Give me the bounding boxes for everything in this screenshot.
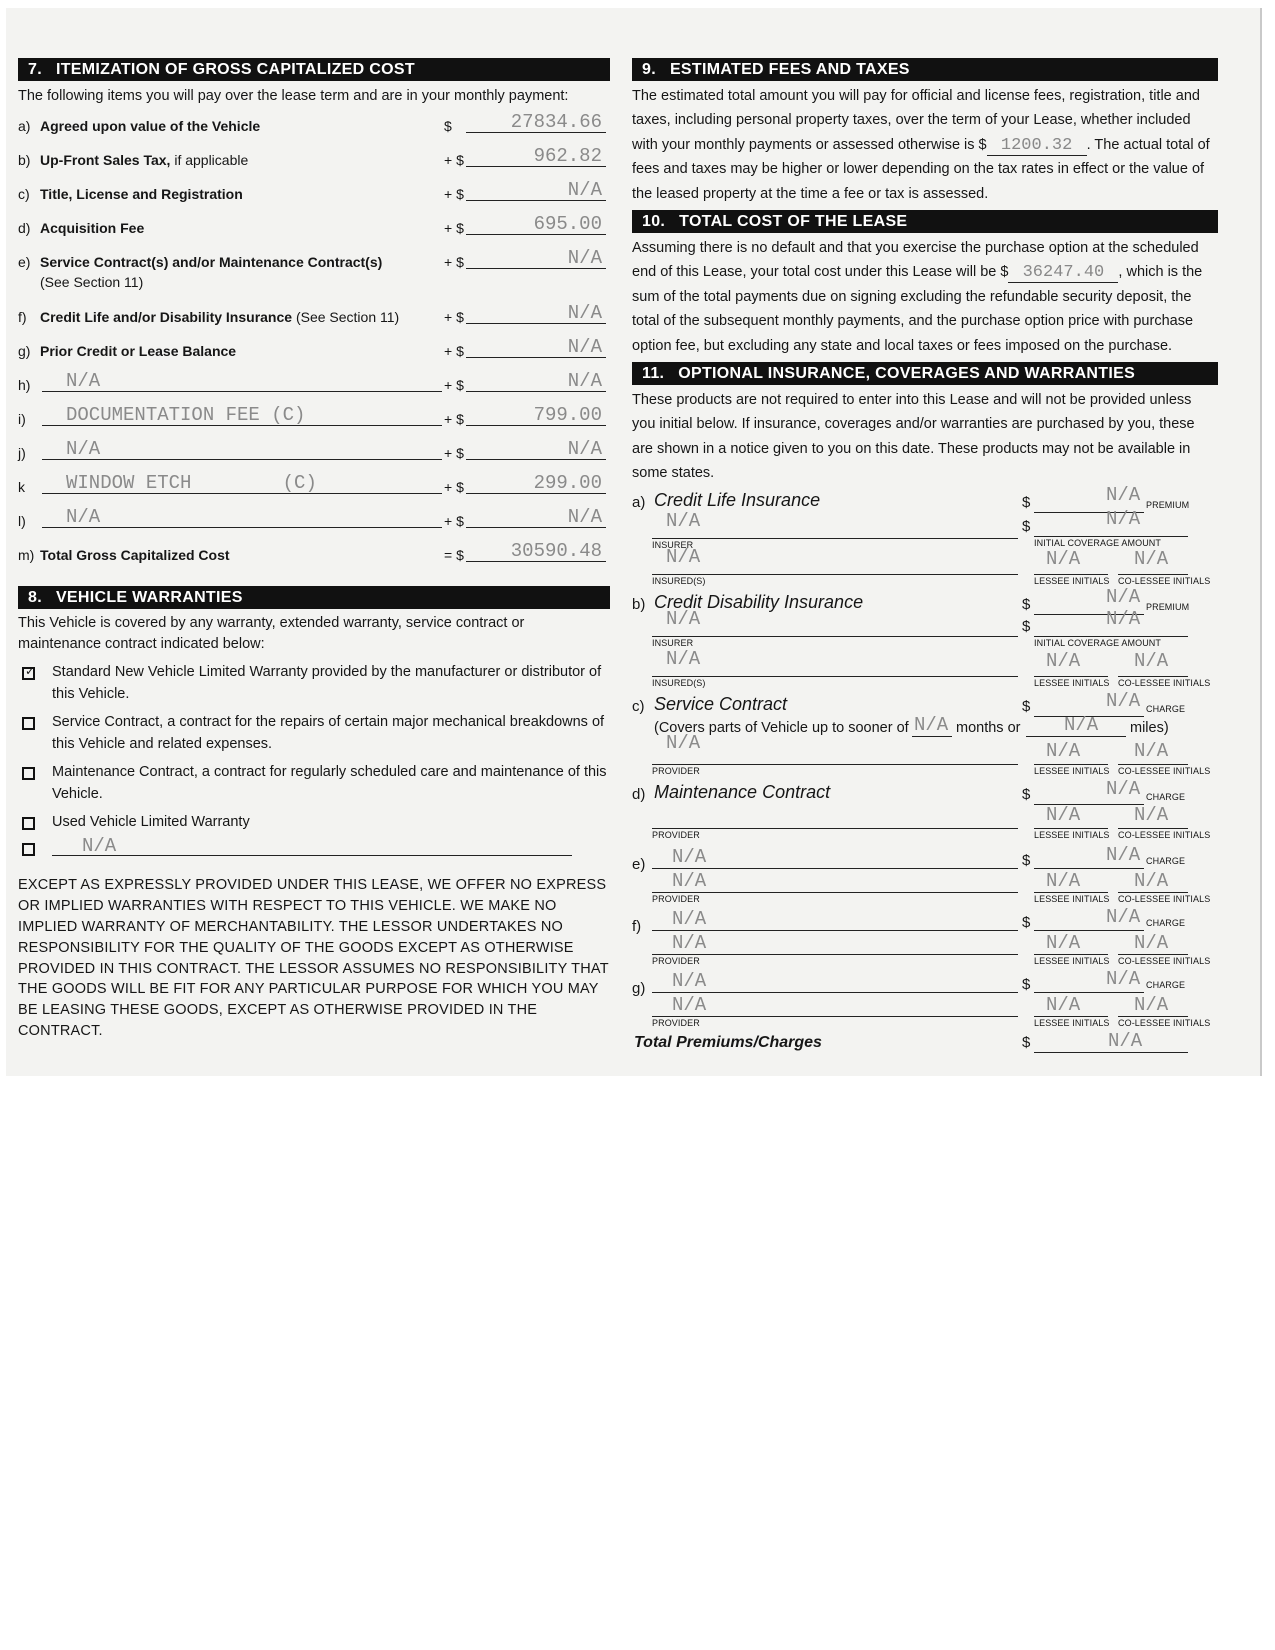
total-amount: 30590.48 (466, 541, 606, 562)
warranty-disclaimer: EXCEPT AS EXPRESSLY PROVIDED UNDER THIS LEASE, WE OFFER NO EXPRESS OR IMPLIED WARRANTIES WITH RESPECT TO THIS VEHICLE. WE MAKE NO IMPLIED WARRANTY OF MERCHANTABILITY. THE LESSOR UNDERTAKES NO RESPONSIBILITY FOR THE QUALITY OF THE GOODS EXCEPT AS OTHERWISE PROVIDED IN THIS CONTRACT. THE LESSOR ASSUMES NO RESPONSIBILITY THAT THE GOODS WILL BE FIT FOR ANY PARTICULAR PURPOSE FOR WHICH YOU MAY BE LEASING THESE GOODS, EXCEPT AS OTHERWISE PROVIDED IN THE CONTRACT. (18, 877, 609, 1039)
colessee-initials-label: CO-LESSEE INITIALS (1118, 677, 1211, 688)
section-9-text-before: The estimated total amount you will pay for official and license fees, registration, title and taxes, including personal property taxes, over the term of your Lease, whether included with your monthly payments or assessed otherwise is $ (632, 88, 1200, 153)
row-letter: l) (18, 513, 26, 530)
itemization-row (18, 145, 610, 178)
section-title: TOTAL COST OF THE LEASE (679, 213, 908, 231)
row-label (40, 254, 382, 270)
warranty-option-text: Service Contract, a contract for the repairs of certain major mechanical breakdowns of this Vehicle and related expenses. (52, 714, 605, 753)
row-amount: N/A (466, 507, 606, 528)
section-number: 9. (642, 61, 656, 78)
row-amount: N/A (466, 337, 606, 358)
row-operator: + $ (444, 377, 464, 394)
item-letter: a) (632, 493, 646, 511)
item-title: Maintenance Contract (654, 781, 831, 802)
section-title: OPTIONAL INSURANCE, COVERAGES AND WARRANTIES (678, 365, 1136, 383)
row-description: DOCUMENTATION FEE (C) (42, 405, 442, 426)
optional-item-f (632, 905, 1218, 968)
row-description: WINDOW ETCH (C) (42, 473, 442, 494)
provider-value: N/A (672, 993, 707, 1016)
row-amount: N/A (466, 371, 606, 392)
section-10-text (632, 236, 1218, 358)
dollar-sign: $ (1022, 493, 1031, 511)
insurer-label: INSURER (652, 539, 694, 550)
colessee-initials-label: CO-LESSEE INITIALS (1118, 955, 1211, 966)
insurer-value: N/A (666, 607, 701, 630)
row-amount: N/A (466, 180, 606, 201)
section-title: ITEMIZATION OF GROSS CAPITALIZED COST (55, 61, 415, 78)
item-letter: d) (632, 785, 646, 803)
itemization-row (18, 111, 610, 144)
colessee-initials-label: CO-LESSEE INITIALS (1118, 893, 1211, 904)
row-label-suffix: (See Section 11) (292, 309, 400, 326)
provider-label: PROVIDER (652, 1017, 700, 1028)
row-operator: $ (444, 118, 452, 135)
document-sheet (6, 8, 1262, 1076)
colessee-initials-label: CO-LESSEE INITIALS (1118, 1017, 1211, 1028)
total-cost-value: 36247.40 (1008, 264, 1118, 283)
itemization-custom-row (18, 438, 610, 471)
row-amount: 695.00 (466, 214, 606, 235)
row-operator: = $ (444, 547, 464, 564)
colessee-initials-value[interactable]: N/A (1134, 547, 1169, 570)
total-premiums-value: N/A (1108, 1029, 1143, 1052)
item-description: N/A (672, 969, 707, 992)
provider-label: PROVIDER (652, 893, 700, 904)
itemization-row (18, 247, 610, 291)
insurer-label: INSURER (652, 637, 694, 648)
row-amount: 27834.66 (466, 112, 606, 133)
row-label-bold: Credit Life and/or Disability Insurance (40, 309, 293, 326)
row-letter: a) (18, 118, 31, 135)
dollar-sign: $ (1022, 595, 1031, 613)
row-amount: 299.00 (466, 473, 606, 494)
itemization-row (18, 336, 610, 369)
row-operator: + $ (444, 445, 464, 462)
row-letter: d) (18, 220, 31, 237)
row-amount: N/A (466, 439, 606, 460)
item-title: Credit Disability Insurance (654, 591, 864, 612)
section-number: 7. (28, 61, 42, 78)
insureds-value: N/A (666, 545, 701, 568)
row-label-bold: Acquisition Fee (40, 220, 145, 237)
row-label-bold: Prior Credit or Lease Balance (40, 343, 237, 360)
covers-text: (Covers parts of Vehicle up to sooner of (654, 719, 909, 736)
row-label (40, 118, 260, 134)
row-label (40, 152, 248, 168)
row-letter: b) (18, 152, 31, 169)
item-letter: g) (632, 979, 646, 997)
dollar-sign: $ (1022, 975, 1031, 993)
row-label (40, 309, 399, 325)
row-operator: + $ (444, 513, 464, 530)
insureds-label: INSURED(S) (652, 575, 706, 586)
row-letter: e) (18, 254, 31, 271)
charge-label: CHARGE (1146, 791, 1186, 802)
row-sublabel: (See Section 11) (40, 274, 144, 291)
row-operator: + $ (444, 343, 464, 360)
row-label-bold: Agreed upon value of the Vehicle (40, 118, 261, 135)
section-9-text (632, 84, 1218, 206)
optional-item-g (632, 967, 1218, 1030)
row-letter: k (18, 479, 25, 496)
provider-value: N/A (666, 731, 701, 754)
warranty-other-checkbox[interactable] (22, 843, 35, 856)
row-label-bold: Title, License and Registration (40, 186, 243, 203)
section-number: 8. (28, 589, 42, 607)
row-letter: i) (18, 411, 26, 428)
section-10-header (632, 210, 1218, 233)
row-amount: N/A (466, 248, 606, 269)
section-11-header (632, 362, 1218, 385)
coverage-value: N/A (1106, 607, 1141, 630)
row-operator: + $ (444, 479, 464, 496)
coverage-label: INITIAL COVERAGE AMOUNT (1034, 537, 1161, 548)
provider-label: PROVIDER (652, 955, 700, 966)
lessee-initials-label: LESSEE INITIALS (1034, 1017, 1110, 1028)
warranty-option-text: Used Vehicle Limited Warranty (52, 814, 250, 831)
dollar-sign: $ (1022, 851, 1031, 869)
row-operator: + $ (444, 152, 464, 169)
colessee-initials-label: CO-LESSEE INITIALS (1118, 829, 1211, 840)
row-label-bold: Service Contract(s) and/or Maintenance Contract(s) (40, 254, 383, 271)
item-letter: c) (632, 697, 645, 715)
lessee-initials-value[interactable]: N/A (1046, 803, 1081, 826)
warranty-checkbox[interactable] (22, 664, 36, 680)
optional-products (632, 483, 1218, 1052)
row-label-suffix: if applicable (170, 152, 249, 169)
itemization-custom-row (18, 370, 610, 403)
total-premiums-label: Total Premiums/Charges (634, 1033, 822, 1051)
warranty-other-value: N/A (82, 835, 117, 858)
item-letter: b) (632, 595, 646, 613)
colessee-initials-value[interactable]: N/A (1134, 803, 1169, 826)
estimated-fees-value: 1200.32 (987, 137, 1087, 156)
premium-label: PREMIUM (1146, 499, 1190, 510)
item-title: Service Contract (654, 693, 788, 714)
provider-label: PROVIDER (652, 765, 700, 776)
section-8-intro: This Vehicle is covered by any warranty, extended warranty, service contract or maintenance contract indicated below: (18, 615, 525, 653)
row-description: N/A (42, 371, 442, 392)
colessee-initials-value[interactable]: N/A (1134, 931, 1169, 954)
item-description: N/A (672, 907, 707, 930)
months-text: months or (956, 719, 1021, 736)
maintenance-contract (632, 777, 1218, 844)
miles-text: miles) (1130, 719, 1169, 736)
warranty-option (18, 811, 610, 833)
colessee-initials-value[interactable]: N/A (1134, 869, 1169, 892)
provider-value: N/A (672, 931, 707, 954)
colessee-initials-value[interactable]: N/A (1134, 739, 1169, 762)
row-letter: h) (18, 377, 31, 394)
row-description: N/A (42, 439, 442, 460)
charge-label: CHARGE (1146, 703, 1186, 714)
dollar-sign: $ (1022, 517, 1031, 535)
item-description: N/A (672, 845, 707, 868)
row-operator: + $ (444, 186, 464, 203)
lessee-initials-value[interactable]: N/A (1046, 649, 1081, 672)
service-contract (632, 689, 1218, 778)
charge-value: N/A (1106, 905, 1141, 928)
row-amount: N/A (466, 303, 606, 324)
check-mark-icon: ✓ (25, 664, 36, 679)
section-title: ESTIMATED FEES AND TAXES (669, 61, 910, 78)
charge-label: CHARGE (1146, 855, 1186, 866)
warranty-option (18, 761, 610, 805)
section-10-text-after: , which is the sum of the total payments due on signing excluding the refundable security deposit, the total of the subsequent monthly payments, and the purchase option price with purchase option fee, but excluding any state and local taxes or fees imposed on the purchase. (632, 264, 1203, 354)
charge-label: CHARGE (1146, 917, 1186, 928)
provider-label: PROVIDER (652, 829, 700, 840)
section-9-text-after: . The actual total of fees and taxes may be higher or lower depending on the tax rates in effect or the value of the leased property at the time a fee or tax is assessed. (632, 136, 1210, 202)
row-operator: + $ (444, 411, 464, 428)
itemization-rows (18, 111, 610, 574)
lessee-initials-label: LESSEE INITIALS (1034, 765, 1110, 776)
itemization-custom-row (18, 506, 610, 539)
row-operator: + $ (444, 254, 464, 271)
itemization-row (18, 213, 610, 246)
lessee-initials-value[interactable]: N/A (1046, 869, 1081, 892)
charge-label: CHARGE (1146, 979, 1186, 990)
warranty-option-text: Standard New Vehicle Limited Warranty provided by the manufacturer or distributor of this Vehicle. (52, 664, 602, 703)
section-9-header (632, 58, 1218, 81)
row-letter: j) (18, 445, 26, 462)
section-7-header (18, 58, 610, 81)
lessee-initials-label: LESSEE INITIALS (1034, 893, 1110, 904)
row-amount: 962.82 (466, 146, 606, 167)
coverage-label: INITIAL COVERAGE AMOUNT (1034, 637, 1161, 648)
row-description: N/A (42, 507, 442, 528)
section-title: VEHICLE WARRANTIES (55, 589, 243, 607)
miles-value: N/A (1064, 713, 1099, 736)
total-premiums-row (632, 1029, 1218, 1056)
right-column (632, 58, 1218, 1050)
row-letter: g) (18, 343, 31, 360)
colessee-initials-label: CO-LESSEE INITIALS (1118, 575, 1211, 586)
premium-label: PREMIUM (1146, 601, 1190, 612)
provider-value: N/A (672, 869, 707, 892)
row-operator: + $ (444, 220, 464, 237)
premium-value: N/A (1106, 483, 1141, 506)
charge-value: N/A (1106, 967, 1141, 990)
credit-life-insurance (632, 483, 1218, 590)
colessee-initials-label: CO-LESSEE INITIALS (1118, 765, 1211, 776)
dollar-sign: $ (1022, 617, 1031, 635)
insureds-value: N/A (666, 647, 701, 670)
dollar-sign: $ (1022, 785, 1031, 803)
months-value: N/A (914, 713, 949, 736)
optional-item-e (632, 843, 1218, 906)
itemization-row (18, 179, 610, 212)
row-label (40, 220, 144, 236)
itemization-row (18, 302, 610, 335)
credit-disability-insurance (632, 585, 1218, 692)
insureds-label: INSURED(S) (652, 677, 706, 688)
row-letter: c) (18, 186, 30, 203)
dollar-sign: $ (1022, 697, 1031, 715)
section-8-header (18, 586, 610, 609)
section-number: 10. (642, 213, 666, 231)
colessee-initials-value[interactable]: N/A (1134, 993, 1169, 1016)
row-amount: 799.00 (466, 405, 606, 426)
row-letter: m) (18, 547, 35, 564)
warranty-checkbox[interactable] (22, 817, 35, 830)
itemization-custom-row (18, 472, 610, 505)
warranty-other-row (18, 837, 610, 867)
lessee-initials-label: LESSEE INITIALS (1034, 955, 1110, 966)
premium-value: N/A (1106, 585, 1141, 608)
item-title: Credit Life Insurance (654, 489, 821, 510)
row-label (40, 343, 236, 359)
lessee-initials-label: LESSEE INITIALS (1034, 829, 1110, 840)
dollar-sign: $ (1022, 1033, 1031, 1051)
charge-value: N/A (1106, 689, 1141, 712)
lessee-initials-label: LESSEE INITIALS (1034, 677, 1110, 688)
item-letter: e) (632, 855, 646, 873)
lessee-initials-value[interactable]: N/A (1046, 739, 1081, 762)
row-label (40, 186, 243, 202)
lessee-initials-value[interactable]: N/A (1046, 993, 1081, 1016)
section-number: 11. (642, 365, 665, 383)
section-11-intro: These products are not required to enter into this Lease and will not be provided unless you initial below. If insurance, coverages and/or warranties are purchased by you, these are shown in a notice given to you on this date. These products may not be available in some states. (632, 392, 1195, 482)
charge-value: N/A (1106, 777, 1141, 800)
lessee-initials-label: LESSEE INITIALS (1034, 575, 1110, 586)
coverage-value: N/A (1106, 507, 1141, 530)
warranty-options (18, 661, 610, 833)
itemization-total-row (18, 540, 610, 573)
left-column (18, 58, 610, 1042)
section-7-intro: The following items you will pay over the lease term and are in your monthly payment: (18, 88, 569, 104)
row-operator: + $ (444, 309, 464, 326)
warranty-option (18, 661, 610, 705)
dollar-sign: $ (1022, 913, 1031, 931)
warranty-checkbox[interactable] (22, 717, 35, 730)
colessee-initials-value[interactable]: N/A (1134, 649, 1169, 672)
total-label: Total Gross Capitalized Cost (40, 547, 230, 564)
row-label-bold: Up-Front Sales Tax, (40, 152, 171, 169)
charge-value: N/A (1106, 843, 1141, 866)
warranty-option (18, 711, 610, 755)
lessee-initials-value[interactable]: N/A (1046, 931, 1081, 954)
warranty-checkbox[interactable] (22, 767, 35, 780)
lessee-initials-value[interactable]: N/A (1046, 547, 1081, 570)
row-letter: f) (18, 309, 27, 326)
section-10-text-before: Assuming there is no default and that you exercise the purchase option at the scheduled end of this Lease, your total cost under this Lease will be $ (632, 240, 1199, 281)
insurer-value: N/A (666, 509, 701, 532)
warranty-option-text: Maintenance Contract, a contract for regularly scheduled care and maintenance of this Vehicle. (52, 764, 607, 803)
itemization-custom-row (18, 404, 610, 437)
item-letter: f) (632, 917, 642, 935)
